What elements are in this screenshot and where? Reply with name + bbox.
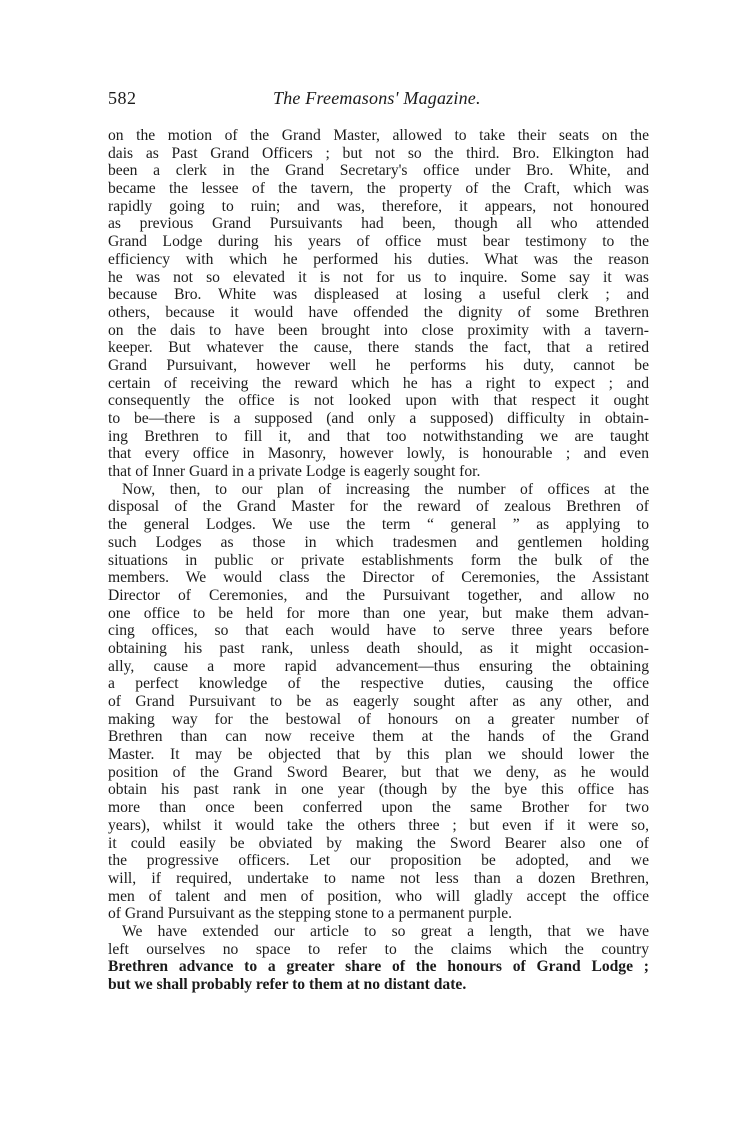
text-line: efficiency with which he performed his duties. What was the reason (108, 250, 649, 268)
text-line: the progressive officers. Let our proposition be adopted, and we (108, 852, 649, 870)
text-line: obtaining his past rank, unless death should, as it might occasion- (108, 639, 649, 657)
text-line: keeper. But whatever the cause, there stands the fact, that a retired (108, 339, 649, 357)
text-line: obtain his past rank in one year (though by the bye this office has (108, 781, 649, 799)
text-line: rapidly going to ruin; and was, therefore, it appears, not honoured (108, 197, 649, 215)
text-line: one office to be held for more than one year, but make them advan- (108, 604, 649, 622)
text-line: Master. It may be objected that by this plan we should lower the (108, 746, 649, 764)
text-line: it could easily be obviated by making the Sword Bearer also one of (108, 834, 649, 852)
text-line: the general Lodges. We use the term “ general ” as applying to (108, 516, 649, 534)
article-body (108, 127, 649, 994)
text-line: more than once been conferred upon the same Brother for two (108, 799, 649, 817)
text-line: he was not so elevated it is not for us to inquire. Some say it was (108, 268, 649, 286)
text-line: disposal of the Grand Master for the reward of zealous Brethren of (108, 498, 649, 516)
page-header (108, 88, 649, 112)
text-line: that of Inner Guard in a private Lodge is eagerly sought for. (108, 463, 481, 481)
text-line: on the dais to have been brought into close proximity with a tavern- (108, 321, 649, 339)
text-line: years), whilst it would take the others three ; but even if it were so, (108, 816, 649, 834)
text-line: became the lessee of the tavern, the property of the Craft, which was (108, 180, 649, 198)
text-line: of Grand Pursuivant to be as eagerly sought after as any other, and (108, 693, 649, 710)
text-line: as previous Grand Pursuivants had been, though all who attended (108, 215, 649, 233)
text-line: will, if required, undertake to name not less than a dozen Brethren, (108, 869, 649, 887)
text-line: a perfect knowledge of the respective duties, causing the office (108, 675, 649, 693)
text-line: ing Brethren to fill it, and that too notwithstanding we are taught (108, 427, 649, 445)
text-line: but we shall probably refer to them at no distant date. (108, 976, 467, 993)
text-line: others, because it would have offended the dignity of some Brethren (108, 303, 649, 321)
text-line: Now, then, to our plan of increasing the number of offices at the (122, 480, 649, 498)
page-number: 582 (108, 88, 137, 108)
text-line: Brethren than can now receive them at the hands of the Grand (108, 728, 649, 746)
running-title: The Freemasons' Magazine. (273, 88, 481, 108)
text-line: that every office in Masonry, however lowly, is honourable ; and even (108, 445, 649, 463)
text-line: Grand Pursuivant, however well he performs his duty, cannot be (108, 356, 649, 374)
text-line: ally, cause a more rapid advancement—thus ensuring the obtaining (108, 657, 649, 675)
text-line: certain of receiving the reward which he has a right to expect ; and (108, 374, 649, 392)
text-line: been a clerk in the Grand Secretary's office under Bro. White, and (108, 162, 649, 180)
text-line: because Bro. White was displeased at losing a useful clerk ; and (108, 286, 649, 304)
text-line: cing offices, so that each would have to serve three years before (108, 622, 649, 640)
text-line: making way for the bestowal of honours on a greater number of (108, 710, 649, 728)
text-line: left ourselves no space to refer to the claims which the country (108, 940, 649, 958)
text-line: situations in public or private establishments form the bulk of the (108, 551, 649, 569)
text-line: on the motion of the Grand Master, allowed to take their seats on the (108, 127, 649, 144)
text-line: Brethren advance to a greater share of the honours of Grand Lodge ; (108, 958, 649, 976)
text-line: to be—there is a supposed (and only a supposed) difficulty in obtain- (108, 410, 649, 427)
text-line: of Grand Pursuivant as the stepping stone to a permanent purple. (108, 905, 513, 923)
text-line: consequently the office is not looked upon with that respect it ought (108, 392, 649, 410)
text-line: Grand Lodge during his years of office must bear testimony to the (108, 233, 649, 251)
text-line: We have extended our article to so great a length, that we have (122, 922, 649, 940)
text-line: dais as Past Grand Officers ; but not so the third. Bro. Elkington had (108, 144, 649, 162)
text-line: men of talent and men of position, who will gladly accept the office (108, 887, 649, 905)
text-line: members. We would class the Director of Ceremonies, the Assistant (108, 569, 649, 587)
text-line: position of the Grand Sword Bearer, but that we deny, as he would (108, 763, 649, 781)
text-line: such Lodges as those in which tradesmen and gentlemen holding (108, 533, 649, 551)
text-line: Director of Ceremonies, and the Pursuivant together, and allow no (108, 586, 649, 604)
